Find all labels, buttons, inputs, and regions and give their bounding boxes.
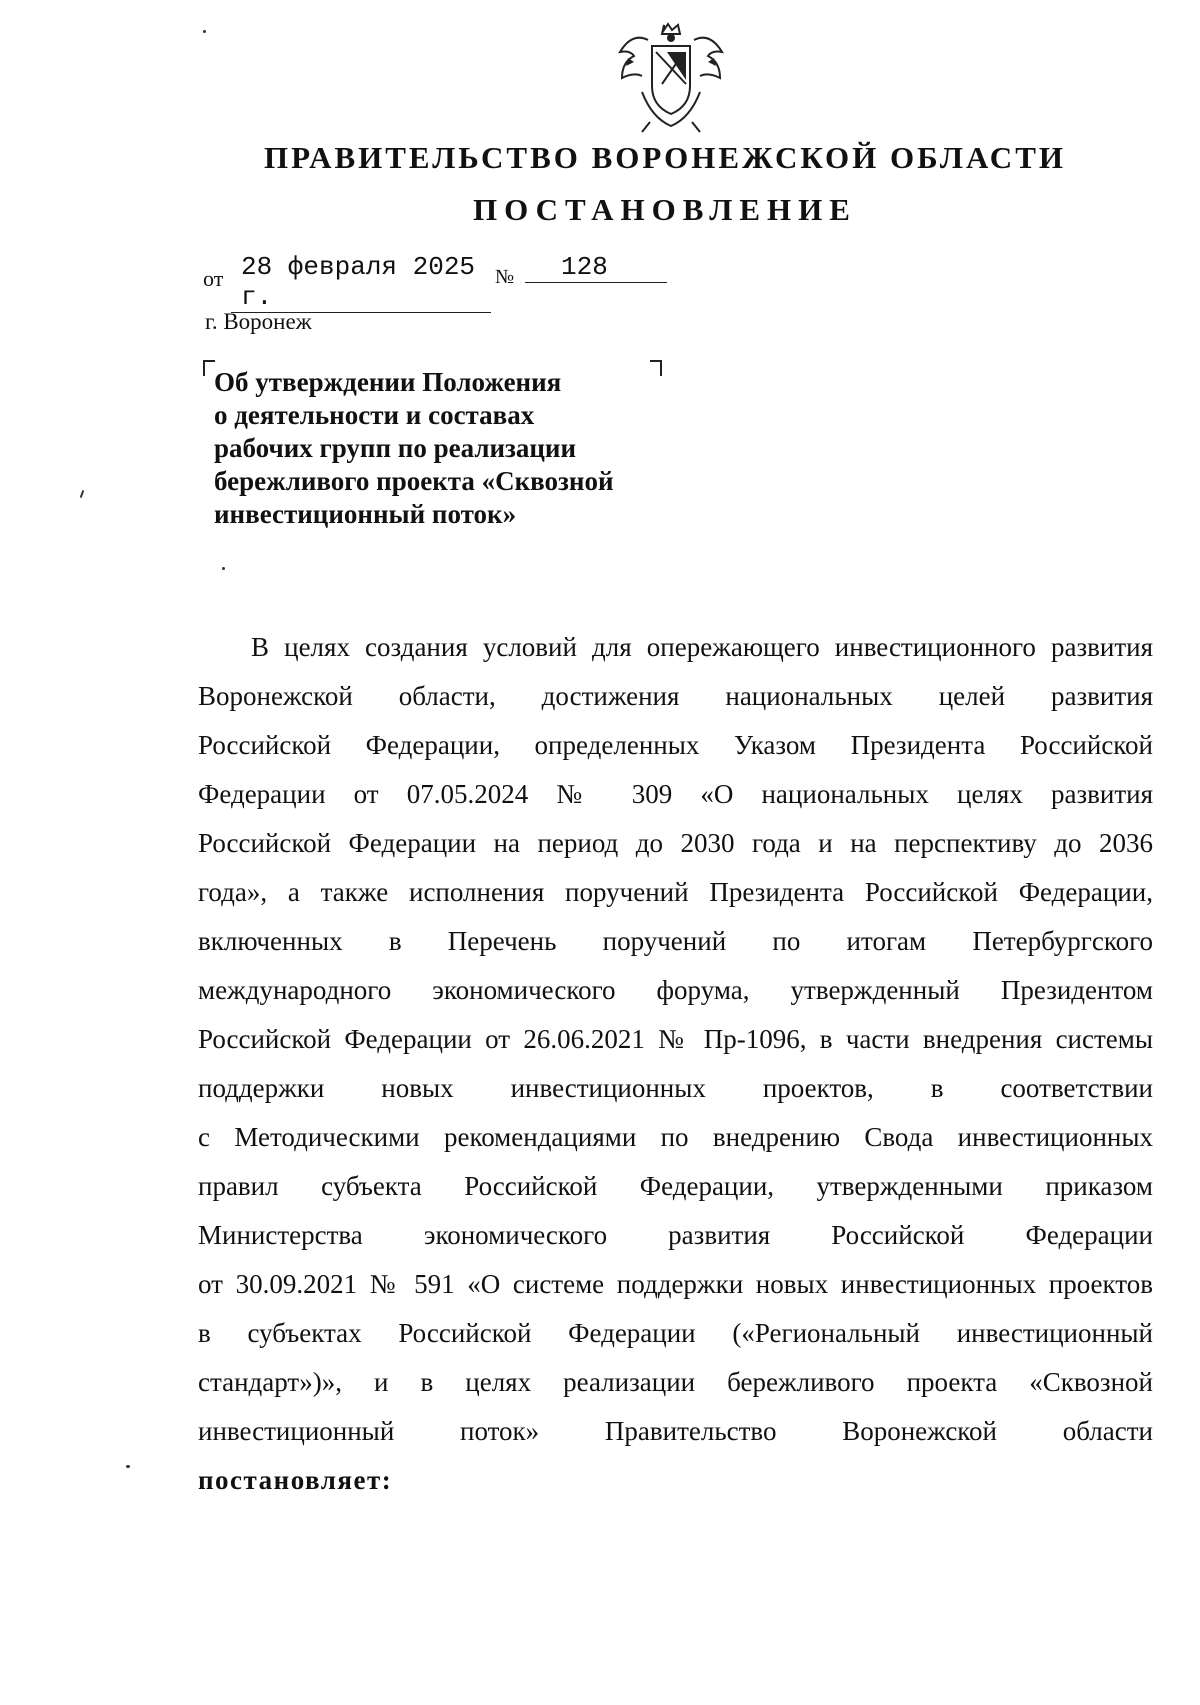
resolves-word: постановляет: — [198, 1465, 393, 1495]
document-date: 28 февраля 2025 г. — [231, 252, 491, 313]
subject-line: рабочих групп по реализации — [214, 433, 577, 463]
from-label: от — [203, 266, 224, 291]
body-line: включенных в Перечень поручений по итогам Петербургского — [198, 926, 1153, 956]
number-label: № — [495, 266, 515, 288]
scan-speck — [80, 490, 85, 498]
body-line: поддержки новых инвестиционных проектов, в соответствии — [198, 1073, 1153, 1103]
document-number: 128 — [525, 252, 667, 283]
city: г. Воронеж — [205, 309, 312, 334]
subject-line: инвестиционный поток» — [214, 499, 517, 529]
body-line: года», а также исполнения поручений Президента Российской Федерации, — [198, 877, 1153, 907]
scan-speck — [222, 567, 225, 570]
body-line: Воронежской области, достижения национальных целей развития — [198, 681, 1153, 711]
document-type: ПОСТАНОВЛЕНИЕ — [473, 192, 857, 227]
body-line: с Методическими рекомендациями по внедрению Свода инвестиционных — [198, 1122, 1153, 1152]
body-line: Российской Федерации от 26.06.2021 № Пр-1096, в части внедрения системы — [198, 1024, 1153, 1054]
body-line: Министерства экономического развития Российской Федерации — [198, 1220, 1153, 1250]
government-title: ПРАВИТЕЛЬСТВО ВОРОНЕЖСКОЙ ОБЛАСТИ — [264, 140, 1066, 175]
date-number-line — [203, 252, 673, 312]
body-line: международного экономического форума, утвержденный Президентом — [198, 975, 1153, 1005]
coat-of-arms-icon — [612, 22, 730, 134]
body-line: В целях создания условий для опережающего инвестиционного развития — [251, 632, 1153, 662]
subject-line: Об утверждении Положения — [214, 367, 562, 397]
subject-line: о деятельности и составах — [214, 400, 535, 430]
body-line: в субъектах Российской Федерации («Региональный инвестиционный — [198, 1318, 1153, 1348]
body-line: Российской Федерации, определенных Указом Президента Российской — [198, 730, 1153, 760]
subject-line: бережливого проекта «Сквозной — [214, 466, 614, 496]
scan-speck — [203, 30, 206, 33]
body-line: Российской Федерации на период до 2030 года и на перспективу до 2036 — [198, 828, 1153, 858]
body-line: правил субъекта Российской Федерации, утвержденными приказом — [198, 1171, 1153, 1201]
body-line: Федерации от 07.05.2024 № 309 «О национальных целях развития — [198, 779, 1153, 809]
document-subject — [214, 366, 684, 531]
body-line: стандарт»)», и в целях реализации бережливого проекта «Сквозной — [198, 1367, 1153, 1397]
body-line: инвестиционный поток» Правительство Воронежской области — [198, 1416, 1153, 1446]
body-line: от 30.09.2021 № 591 «О системе поддержки новых инвестиционных проектов — [198, 1269, 1153, 1299]
scan-speck — [126, 1465, 130, 1468]
preamble-paragraph — [198, 623, 1153, 1505]
